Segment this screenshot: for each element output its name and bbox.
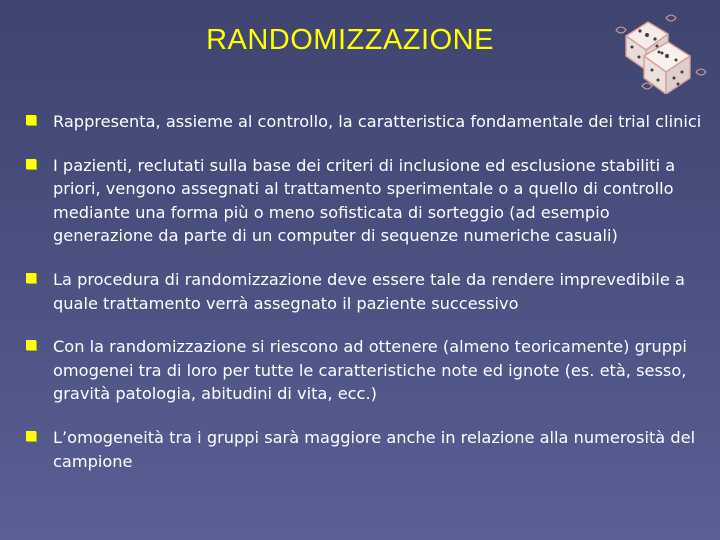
bullet-text: La procedura di randomizzazione deve essere tale da rendere imprevedibile a quale trattamento verrà assegnato il paziente successivo: [53, 269, 685, 313]
bullet-item: [24, 335, 704, 406]
bullet-text: L’omogeneità tra i gruppi sarà maggiore anche in relazione alla numerosità del campione: [53, 427, 696, 471]
bullet-text: Con la randomizzazione si riescono ad ottenere (almeno teoricamente) gruppi omogenei tra di loro per tutte le caratteristiche note ed ignote (es. età, sesso, gravità patologia, abitudini di vita, ecc.): [53, 337, 687, 404]
bullet-item: [24, 110, 704, 134]
square-bullet-icon: [26, 431, 36, 441]
square-bullet-icon: [26, 340, 36, 350]
bullet-list: [24, 110, 704, 493]
bullet-item: [24, 268, 704, 315]
bullet-text: Rappresenta, assieme al controllo, la caratteristica fondamentale dei trial clinici: [53, 112, 702, 131]
bullet-text: I pazienti, reclutati sulla base dei criteri di inclusione ed esclusione stabiliti a priori, vengono assegnati al trattamento sperimentale o a quello di controllo mediante una forma più o meno sofisticata di sorteggio (ad esempio generazione da parte di un computer di sequenze numeriche casuali): [53, 155, 676, 246]
dice-icon: [612, 12, 710, 94]
bullet-item: [24, 154, 704, 248]
square-bullet-icon: [26, 115, 36, 125]
slide-title: RANDOMIZZAZIONE: [206, 24, 494, 56]
square-bullet-icon: [26, 159, 36, 169]
square-bullet-icon: [26, 273, 36, 283]
bullet-item: [24, 426, 704, 473]
